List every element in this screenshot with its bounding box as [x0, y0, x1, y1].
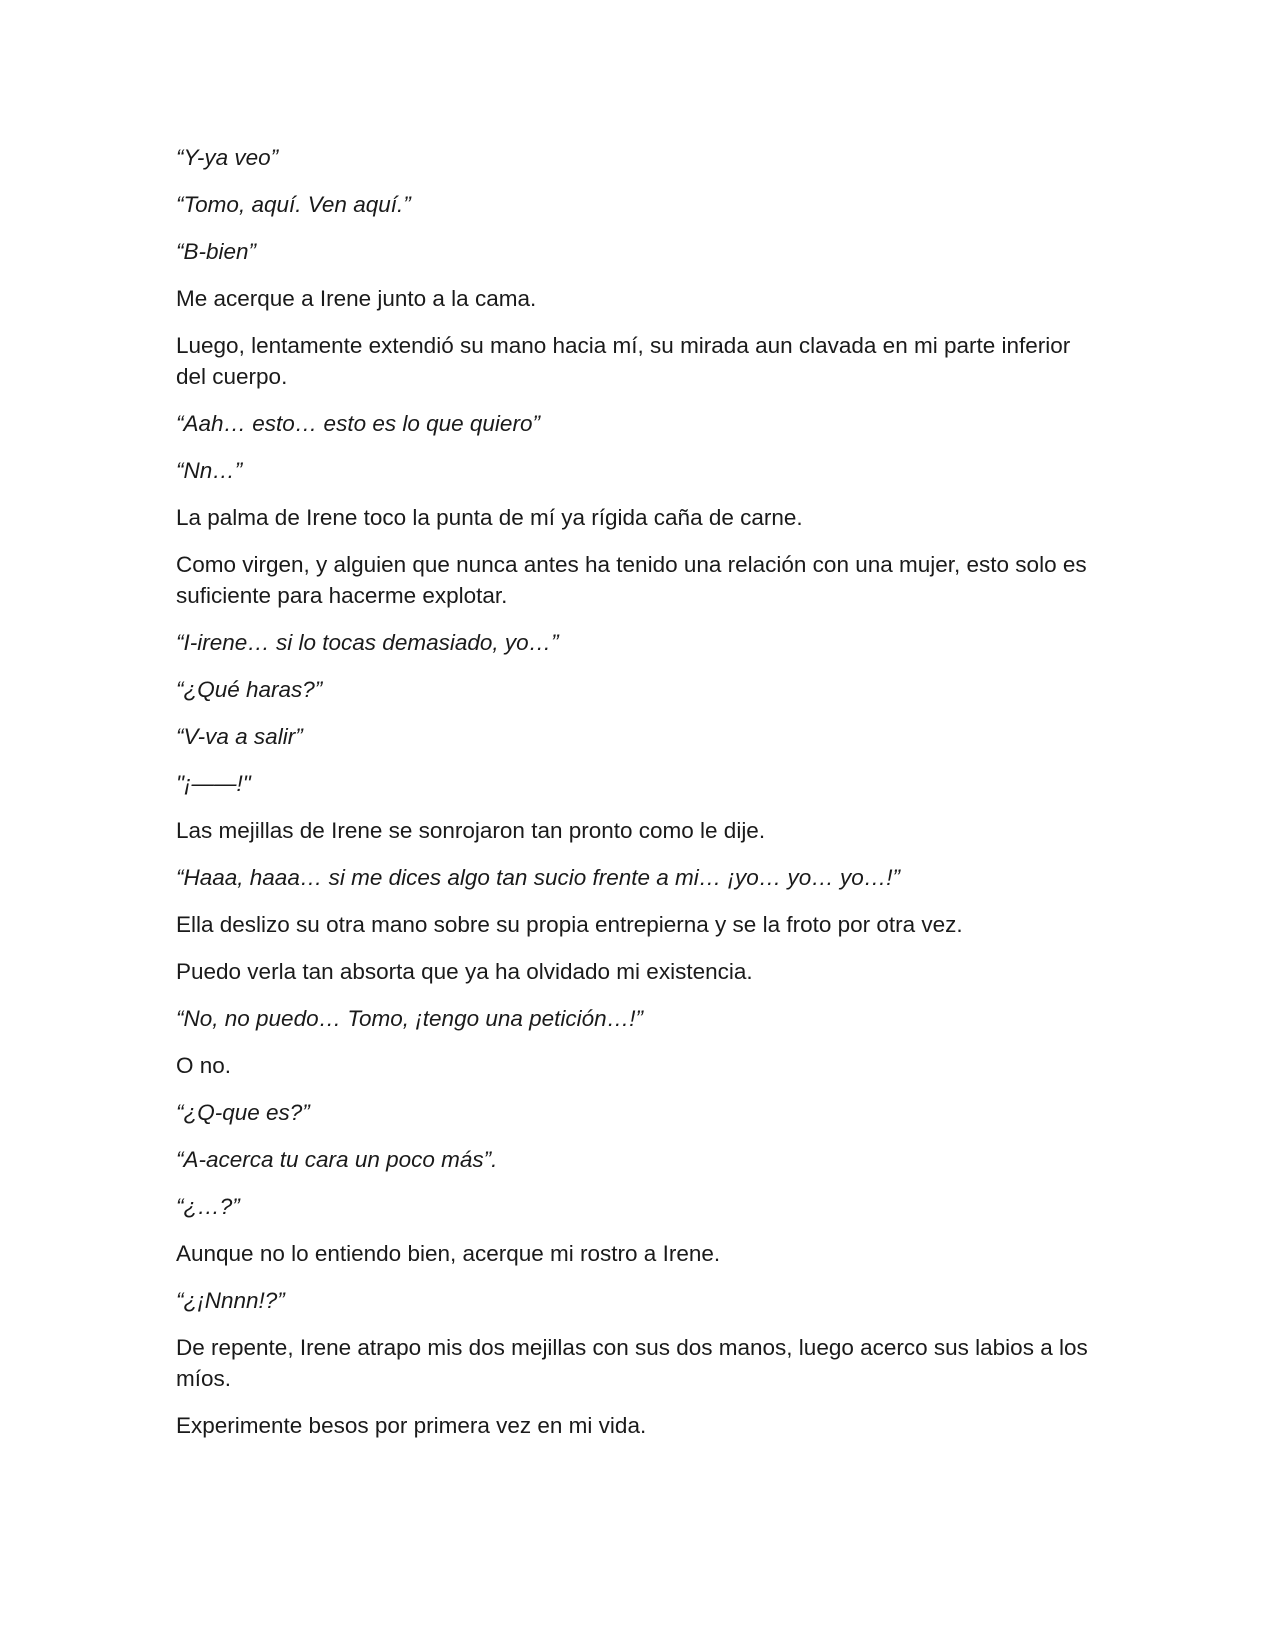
paragraph: “No, no puedo… Tomo, ¡tengo una petición…!” — [176, 1006, 643, 1031]
paragraph: “¿…?” — [176, 1194, 240, 1219]
paragraph: O no. — [176, 1053, 232, 1078]
paragraph: La palma de Irene toco la punta de mí ya rígida caña de carne. — [176, 505, 803, 530]
paragraph: "¡——!" — [176, 771, 251, 796]
paragraph: Experimente besos por primera vez en mi vida. — [176, 1413, 647, 1438]
paragraph: Las mejillas de Irene se sonrojaron tan pronto como le dije. — [176, 818, 766, 843]
paragraph: “Haaa, haaa… si me dices algo tan sucio frente a mi… ¡yo… yo… yo…!” — [176, 865, 901, 890]
paragraph: Ella deslizo su otra mano sobre su propia entrepierna y se la froto por otra vez. — [176, 912, 963, 937]
paragraph: “¿Qué haras?” — [176, 677, 323, 702]
paragraph: “Y-ya veo” — [176, 145, 279, 170]
paragraph: “Tomo, aquí. Ven aquí.” — [176, 192, 411, 217]
paragraph: Luego, lentamente extendió su mano hacia mí, su mirada aun clavada en mi parte inferior del cuerpo. — [176, 333, 1071, 389]
document-body — [176, 142, 1096, 1457]
paragraph: “Nn…” — [176, 458, 243, 483]
paragraph: “¿¡Nnnn!?” — [176, 1288, 285, 1313]
paragraph: Me acerque a Irene junto a la cama. — [176, 286, 537, 311]
paragraph: Puedo verla tan absorta que ya ha olvidado mi existencia. — [176, 959, 753, 984]
paragraph: De repente, Irene atrapo mis dos mejillas con sus dos manos, luego acerco sus labios a los míos. — [176, 1335, 1088, 1391]
paragraph: “¿Q-que es?” — [176, 1100, 310, 1125]
paragraph: “V-va a salir” — [176, 724, 303, 749]
paragraph: “I-irene… si lo tocas demasiado, yo…” — [176, 630, 559, 655]
paragraph: “Aah… esto… esto es lo que quiero” — [176, 411, 540, 436]
paragraph: “A-acerca tu cara un poco más”. — [176, 1147, 498, 1172]
paragraph: Como virgen, y alguien que nunca antes ha tenido una relación con una mujer, esto solo es suficiente para hacerme explotar. — [176, 552, 1087, 608]
paragraph: Aunque no lo entiendo bien, acerque mi rostro a Irene. — [176, 1241, 721, 1266]
paragraph: “B-bien” — [176, 239, 257, 264]
